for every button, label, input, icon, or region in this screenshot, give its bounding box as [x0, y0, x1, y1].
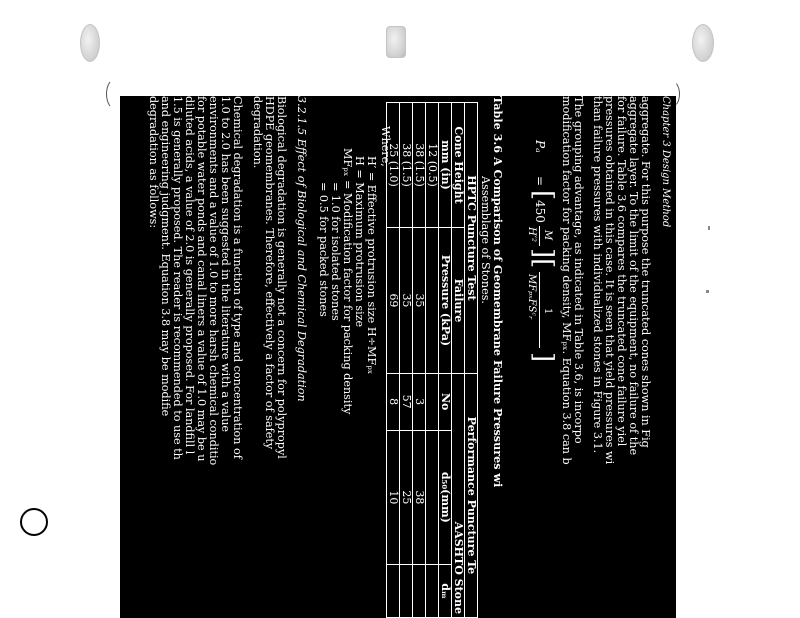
table-sub-header: mm (in): [439, 103, 452, 228]
scanned-page: [120, 96, 676, 618]
chem-line: degradation as follows:: [147, 96, 160, 229]
table-cell: 57: [400, 373, 413, 430]
eq-num: M: [542, 230, 553, 241]
eq-den2: MFₚₓFSᶜᵣ: [526, 274, 537, 320]
where-item: = 0.5 for packed stones: [317, 182, 330, 317]
chem-line: 1.0 to 2.0 has been suggested in the literature with a value: [219, 96, 232, 433]
table-group-header: Performance Puncture Te: [465, 373, 478, 617]
bio-line: degradation.: [251, 96, 264, 169]
section-title: 3.2.1.5 Effect of Biological and Chemical Degradation: [295, 96, 308, 402]
eq-lhs: Pₐ: [533, 140, 547, 153]
eq-one: 1: [542, 308, 553, 315]
table-cell: 38 (1.5): [400, 103, 413, 228]
punch-hole-bottom-left: [20, 508, 48, 536]
table-row: [426, 103, 439, 618]
table-cell: 12 (0.5): [426, 103, 439, 228]
table-row: [400, 103, 413, 618]
para2-line: modification factor for packing density, MFₚₓ. Equation 3.8 can b: [560, 96, 573, 465]
chem-line: Chemical degradation is a function of type and concentration of: [231, 96, 244, 459]
table-sub-header: dₘ: [439, 565, 452, 618]
table-cell: [426, 373, 439, 430]
bio-line: Biological degradation is generally not a concern for polypropyl: [275, 96, 288, 459]
table-sub-header: Pressure (kPa): [439, 228, 452, 374]
where-item: H = Maximum protrusion size: [353, 156, 366, 328]
table-cell: 35: [413, 228, 426, 374]
intro-line: than failure pressures with individualized stones in Figure 3.1.: [591, 96, 604, 454]
where-item: H′ = Effective protrusion size H÷MFₚₓ: [365, 156, 378, 375]
table-row: [387, 103, 400, 618]
eq-frac-line: [539, 272, 540, 348]
table-sub-header: No: [439, 373, 452, 430]
punch-hole-middle: [386, 26, 406, 58]
comparison-table: [386, 102, 478, 618]
intro-line: for failure. Table 3.6 compares the truncated cone failure yiel: [615, 96, 628, 447]
chem-line: for potable water ponds and canal liners a value of 1.0 may be u: [195, 96, 208, 462]
table-sub-header: d₅₀(mm): [439, 430, 452, 565]
table-cell: 38: [413, 430, 426, 565]
table-cell: 69: [387, 228, 400, 374]
table-cell: 10: [387, 430, 400, 565]
table-cell: [387, 565, 400, 618]
table-cell: 3: [413, 373, 426, 430]
table-cell: [426, 565, 439, 618]
table-cell: [413, 565, 426, 618]
chem-line: diluted acids, a value of 2.0 is generally proposed. For landfill l: [183, 96, 196, 455]
table-cell: [426, 228, 439, 374]
where-label: Where,: [379, 126, 392, 167]
bio-line: HDPE geomembranes. Therefore, effectively a factor of safety: [263, 96, 276, 450]
eq-frac-line: [539, 226, 540, 246]
intro-line: aggregate layer. To the limit of the equipment, no failure of the: [627, 96, 640, 456]
table-caption-cont: Assemblage of Stones.: [479, 176, 492, 304]
punch-hole-right: [692, 24, 714, 62]
table-caption: Table 3.6 A Comparison of Geomembrane Failure Pressures wi: [491, 96, 505, 488]
eq-bracket: ][: [528, 248, 558, 269]
chem-line: environments and a value of 1.0 to more harsh chemical conditio: [207, 96, 220, 466]
speck: [706, 290, 709, 293]
chem-line: 1.5 is generally proposed. The reader is recommended to use th: [171, 96, 184, 460]
punch-hole-left: [80, 24, 100, 62]
eq-equals: =: [533, 176, 547, 187]
chem-line: and engineering judgment. Equation 3.8 may be modifie: [159, 96, 172, 417]
intro-line: pressures obtained in this case. It is seen that yield pressures wi: [603, 96, 616, 465]
table-cell: 35: [400, 228, 413, 374]
table-row: [413, 103, 426, 618]
speck: [708, 226, 710, 230]
eq-bracket: ]: [528, 352, 558, 363]
table-cell: [426, 430, 439, 565]
where-item: = 1.0 for isolated stones: [329, 182, 342, 321]
eq-coef: 450: [533, 200, 547, 223]
table-cell: 25: [400, 430, 413, 565]
table-cell: 8: [387, 373, 400, 430]
eq-den: H′²: [526, 227, 537, 242]
table-col-header: AASHTO Stone: [452, 373, 465, 617]
intro-line: aggregate. For this purpose the truncated cones shown in Fig: [639, 96, 652, 448]
equation: [516, 126, 556, 426]
table-col-header: Cone Height: [452, 103, 465, 228]
table-group-header: HPTC Puncture Test: [465, 103, 478, 374]
table-cell: 38 (1.5): [413, 103, 426, 228]
where-item: MFₚₓ = Modification factor for packing density: [341, 148, 354, 415]
eq-bracket: [: [528, 190, 558, 201]
table-cell: 25 (1.0): [387, 103, 400, 228]
rotated-page-content: [120, 96, 676, 618]
table-cell: [400, 565, 413, 618]
para2-line: The grouping advantage, as indicated in Table 3.6, is incorpo: [572, 96, 585, 444]
page-header: Chapter 3 Design Method: [660, 96, 671, 228]
table-col-header: Failure: [452, 228, 465, 374]
